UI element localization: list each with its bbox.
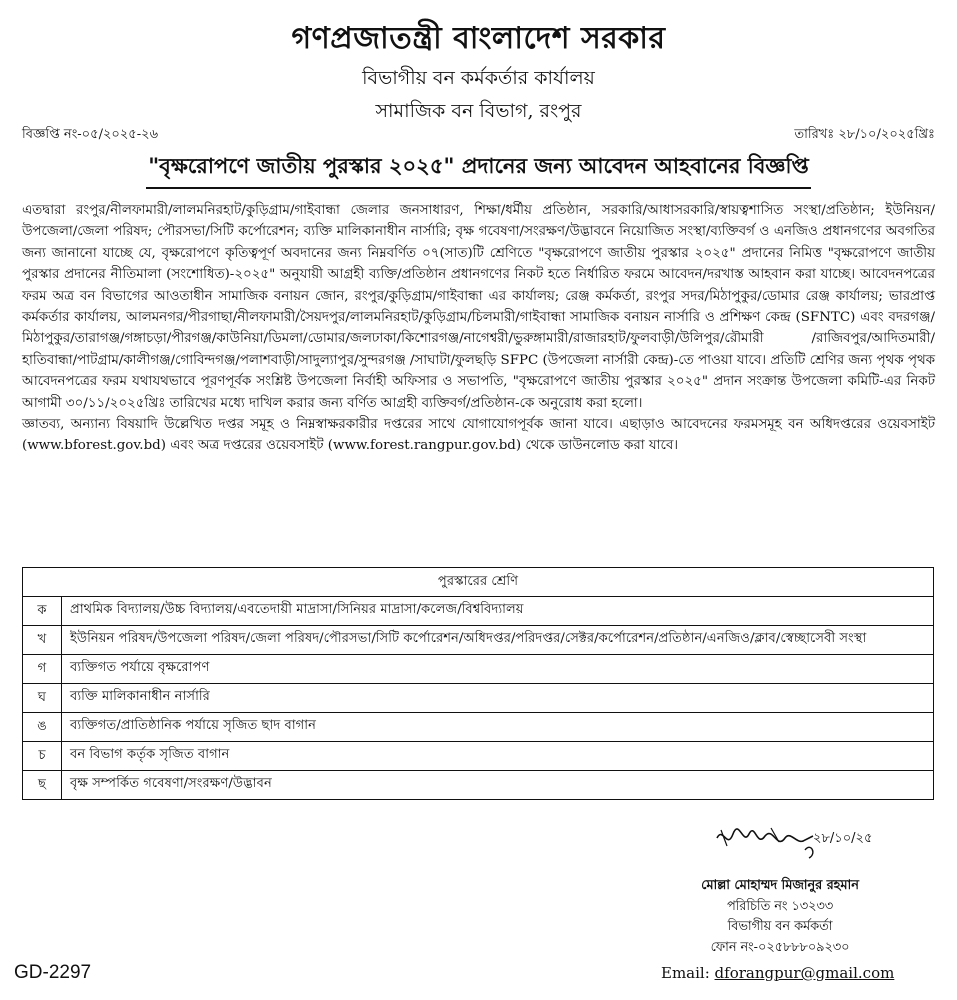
category-value: ব্যক্তি মালিকানাধীন নার্সারি [62,684,934,713]
table-row [23,597,934,626]
government-title: গণপ্রজাতন্ত্রী বাংলাদেশ সরকার [291,21,666,56]
signatory-block [650,876,910,958]
awards-table-header: পুরস্কারের শ্রেণি [23,568,934,597]
body-paragraph-1: এতদ্বারা রংপুর/নীলফামারী/লালমনিরহাট/কুড়িগ্রাম/গাইবান্ধা জেলার জনসাধারণ, শিক্ষা/ধর্মীয় প্রতিষ্ঠান, সরকারি/আধাসরকারি/স্বায়ত্বশাসিত সংস্থা/প্রতিষ্ঠান; ইউনিয়ন/উপজেলা/জেলা পরিষদ; পৌরসভা/সিটি কর্পোরেশন; ব্যক্তি মালিকানাধীন নার্সারি; বৃক্ষ গবেষণা/সংরক্ষণ/উদ্ভাবনে নিয়োজিত সংস্থা/ব্যক্তিবর্গ ও এনজিও প্রধানগণের অবগতির জন্য জানানো যাচ্ছে যে, বৃক্ষরোপণে কৃতিত্বপূর্ণ অবদানের জন্য নিম্নবর্ণিত ০৭(সাত)টি শ্রেণিতে "বৃক্ষরোপণে জাতীয় পুরস্কার ২০২৫" প্রদানের নিমিত্ত "বৃক্ষরোপণে জাতীয় পুরস্কার প্রদানের নীতিমালা (সংশোধিত)-২০২৫" অনুযায়ী আগ্রহী ব্যক্তি/প্রতিষ্ঠান প্রধানগণের নিকট হতে নির্ধারিত ফরমে আবেদন/দরখাস্ত আহবান করা যাচ্ছে। আবেদনপত্রের ফরম অত্র বন বিভাগের আওতাধীন সামাজিক বনায়ন জোন, রংপুর/কুড়িগ্রাম/গাইবান্ধা এর কার্যালয়; রেঞ্জ কর্মকর্তা, রংপুর সদর/মিঠাপুকুর/ডোমার রেঞ্জ কার্যালয়; ভারপ্রাপ্ত কর্মকর্তার কার্যালয়, আলমনগর/পীরগাছা/নীলফামারী/সৈয়দপুর/লালমনিরহাট/কুড়িগ্রাম/চিলমারী/গাইবান্ধা সামাজিক বনায়ন নার্সারি ও প্রশিক্ষণ কেন্দ্র (SFNTC) এবং বদরগঞ্জ/মিঠাপুকুর/তারাগঞ্জ/গঙ্গাচড়া/পীরগঞ্জ/কাউনিয়া/ডিমলা/ডোমার/জলঢাকা/কিশোরগঞ্জ/নাগেশ্বরী/ভুরুঙ্গামারী/রাজারহাট/ফুলবাড়ী/উলিপুর/রৌমারী /রাজিবপুর/আদিতমারী/হাতিবান্ধা/পাটগ্রাম/কালীগঞ্জ/গোবিন্দগঞ্জ/পলাশবাড়ী/সাদুল্যাপুর/সুন্দরগঞ্জ /সাঘাটা/ফুলছড়ি SFPC (উপজেলা নার্সারী কেন্দ্র)-তে পাওয়া যাবে। প্রতিটি শ্রেণির জন্য পৃথক পৃথক আবেদনপত্রের ফরম যথাযথভাবে পূরণপূর্বক সংশ্লিষ্ট উপজেলা নির্বাহী অফিসার ও সভাপতি, "বৃক্ষরোপণে জাতীয় পুরস্কার ২০২৫" প্রদান সংক্রান্ত উপজেলা কমিটি-এর নিকট আগামী ৩০/১১/২০২৫খ্রিঃ তারিখের মধ্যে দাখিল করার জন্য বর্ণিত আগ্রহী ব্যক্তিবর্গ/প্রতিষ্ঠান-কে অনুরোধ করা হলো। [22,203,935,411]
table-row [23,713,934,742]
department-title: সামাজিক বন বিভাগ, রংপুর [375,100,582,122]
category-key: ঘ [23,684,62,713]
awards-category-table [22,567,934,800]
signature-date: ২৮/১০/২৫ [813,831,873,846]
signatory-designation: বিভাগীয় বন কর্মকর্তা [727,919,833,934]
signatory-name: মোল্লা মোহাম্মদ মিজানুর রহমান [701,878,859,893]
category-value: প্রাথমিক বিদ্যালয়/উচ্চ বিদ্যালয়/এবতেদায়ী মাদ্রাসা/সিনিয়র মাদ্রাসা/কলেজ/বিশ্ববিদ্যালয় [62,597,934,626]
memo-date: তারিখঃ ২৮/১০/২০২৫খ্রিঃ [794,127,935,142]
notice-heading [0,150,957,189]
table-row [23,655,934,684]
notice-body [22,200,935,457]
signatory-phone: ফোন নং-০২৫৮৮৮০৯২৩০ [710,939,850,955]
category-key: ঙ [23,713,62,742]
table-row [23,771,934,800]
body-paragraph-2: জ্ঞাতব্য, অন্যান্য বিষয়াদি উল্লেখিত দপ্তর সমূহ ও নিম্নস্বাক্ষরকারীর দপ্তরের সাথে যোগাযোগপূর্বক জানা যাবে। এছাড়াও আবেদনের ফরমসমূহ বন অধিদপ্তরের ওয়েবসাইট (www.bforest.gov.bd) এবং অত্র দপ্তরের ওয়েবসাইট (www.forest.rangpur.gov.bd) থেকে ডাউনলোড করা যাবে। [22,417,935,454]
category-value: বৃক্ষ সম্পর্কিত গবেষণা/সংরক্ষণ/উদ্ভাবন [62,771,934,800]
category-value: ব্যক্তিগত পর্যায়ে বৃক্ষরোপণ [62,655,934,684]
category-key: খ [23,626,62,655]
category-value: ইউনিয়ন পরিষদ/উপজেলা পরিষদ/জেলা পরিষদ/পৌরসভা/সিটি কর্পোরেশন/অধিদপ্তর/পরিদপ্তর/সেক্টর/কর্পোরেশন/প্রতিষ্ঠান/এনজিও/ক্লাব/স্বেচ্ছাসেবী সংস্থা [62,626,934,655]
category-key: ক [23,597,62,626]
notice-heading-text: "বৃক্ষরোপণে জাতীয় পুরস্কার ২০২৫" প্রদানের জন্য আবেদন আহবানের বিজ্ঞপ্তি [146,150,811,189]
signatory-id: পরিচিতি নং ১৩২৩৩ [726,898,834,914]
category-key: গ [23,655,62,684]
email-line [661,964,894,982]
gd-code: GD-2297 [14,962,92,983]
email-label: Email: [661,964,710,982]
table-row [23,626,934,655]
category-key: চ [23,742,62,771]
email-link[interactable]: dforangpur@gmail.com [714,964,895,982]
memo-number: বিজ্ঞপ্তি নং-০৫/২০২৫-২৬ [22,127,159,142]
office-title: বিভাগীয় বন কর্মকর্তার কার্যালয় [362,67,595,89]
table-row [23,684,934,713]
table-row [23,742,934,771]
category-value: বন বিভাগ কর্তৃক সৃজিত বাগান [62,742,934,771]
handwritten-signature [713,820,873,870]
category-value: ব্যক্তিগত/প্রাতিষ্ঠানিক পর্যায়ে সৃজিত ছাদ বাগান [62,713,934,742]
category-key: ছ [23,771,62,800]
